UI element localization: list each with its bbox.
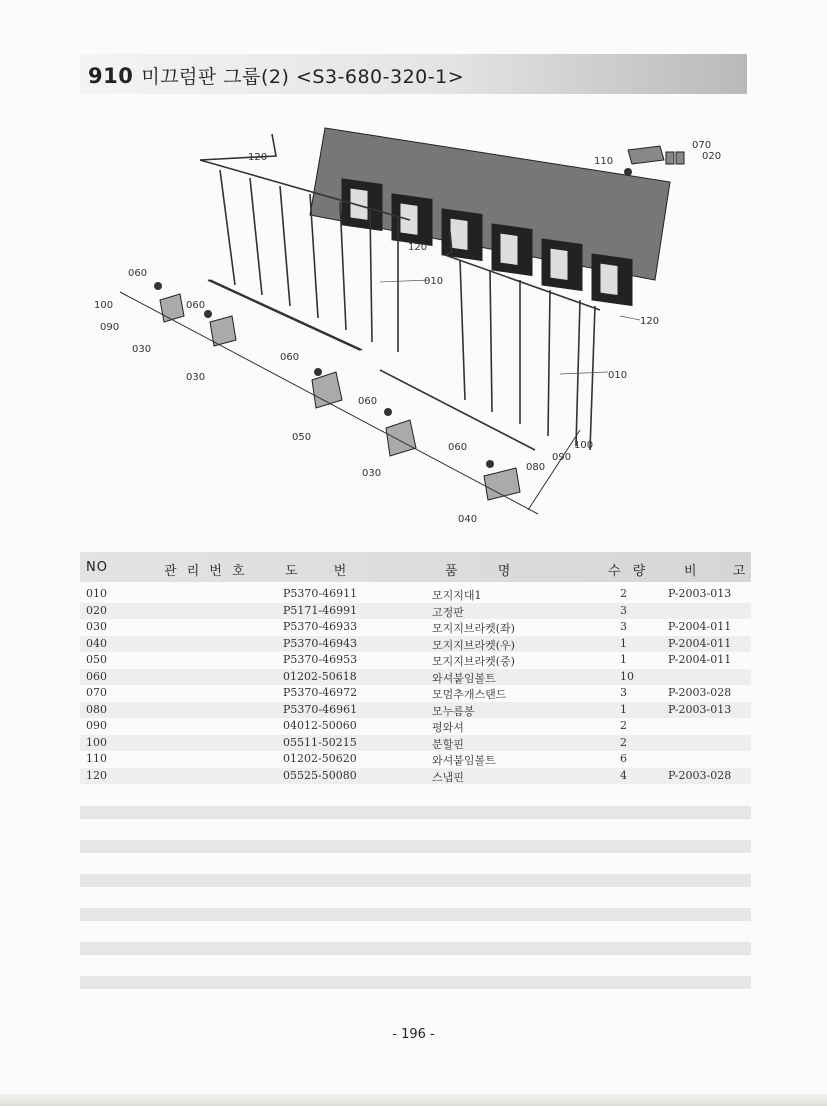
- callout-020: 020: [702, 151, 722, 162]
- row-drawing-no: P5370-46972: [283, 686, 358, 699]
- row-no: 090: [86, 719, 107, 732]
- row-drawing-no: 01202-50620: [283, 752, 357, 765]
- row-drawing-no: 01202-50618: [283, 669, 357, 683]
- callout-100-left: 100: [94, 300, 114, 311]
- row-drawing-no: 05525-50080: [283, 768, 357, 782]
- row-part-name: 모지지브라켓(좌): [432, 622, 515, 635]
- table-blank-band: [80, 908, 751, 921]
- callout-060-c: 060: [280, 352, 300, 363]
- callout-060-b: 060: [186, 300, 206, 311]
- callout-070: 070: [692, 140, 712, 151]
- row-no: 010: [86, 587, 107, 600]
- row-part-name: 와셔붙임볼트: [432, 671, 496, 685]
- callout-060-a: 060: [128, 268, 148, 279]
- table-blank-band: [80, 976, 751, 989]
- row-quantity: 6: [620, 752, 627, 765]
- row-drawing-no: P5370-46933: [283, 620, 358, 633]
- row-drawing-no: P5370-46911: [283, 587, 358, 600]
- parts-table-header: [80, 552, 751, 582]
- row-quantity: 1: [620, 636, 627, 650]
- holding-rod: [120, 292, 538, 514]
- brackets: [160, 294, 520, 500]
- row-no: 100: [86, 735, 107, 749]
- table-blank-band: [80, 874, 751, 887]
- row-quantity: 4: [620, 768, 627, 782]
- table-row: [80, 586, 751, 603]
- callout-050: 050: [292, 432, 312, 443]
- row-quantity: 3: [620, 603, 627, 617]
- callout-060-e: 060: [448, 442, 468, 453]
- row-drawing-no: 04012-50060: [283, 719, 357, 732]
- callout-060-d: 060: [358, 396, 378, 407]
- table-row: [80, 685, 751, 702]
- table-blank-band: [80, 840, 751, 853]
- row-part-name: 모지지브라켓(중): [432, 655, 515, 668]
- header-drawing-no: 도 번: [285, 564, 348, 579]
- callout-010-left: 010: [424, 276, 444, 287]
- header-quantity: 수 량: [608, 564, 647, 579]
- scan-edge: [0, 1094, 827, 1106]
- callout-080: 080: [526, 462, 546, 473]
- row-drawing-no: P5370-46943: [283, 636, 358, 650]
- row-no: 080: [86, 702, 107, 716]
- row-part-name: 분할핀: [432, 737, 464, 751]
- row-no: 060: [86, 669, 107, 683]
- exploded-parts-diagram: [80, 110, 747, 540]
- table-row: [80, 619, 751, 636]
- row-quantity: 1: [620, 653, 627, 666]
- table-row: [80, 702, 751, 719]
- row-part-name: 고정판: [432, 605, 464, 619]
- callout-090-left: 090: [100, 322, 120, 333]
- group-number: 910: [88, 64, 134, 88]
- row-remarks: P-2003-028: [668, 768, 732, 782]
- diagram-svg: [80, 110, 747, 540]
- table-blank-band: [80, 806, 751, 819]
- table-row: [80, 768, 751, 785]
- callout-110: 110: [594, 156, 614, 167]
- callout-090-right: 090: [552, 452, 572, 463]
- row-quantity: 2: [620, 719, 627, 732]
- callout-120-mid: 120: [408, 242, 428, 253]
- row-no: 070: [86, 686, 107, 699]
- row-remarks: P-2004-011: [668, 653, 732, 666]
- row-quantity: 2: [620, 587, 627, 600]
- table-row: [80, 636, 751, 653]
- row-quantity: 3: [620, 686, 627, 699]
- row-quantity: 1: [620, 702, 627, 716]
- callout-100-right: 100: [574, 440, 594, 451]
- table-row: [80, 751, 751, 768]
- table-row: [80, 718, 751, 735]
- callout-030-b: 030: [186, 372, 206, 383]
- row-part-name: 스냅핀: [432, 770, 464, 784]
- row-quantity: 10: [620, 669, 634, 683]
- table-row: [80, 669, 751, 686]
- row-drawing-no: P5370-46953: [283, 653, 358, 666]
- row-part-name: 모지지브라켓(우): [432, 638, 515, 652]
- row-no: 120: [86, 768, 107, 782]
- row-part-name: 평와셔: [432, 721, 464, 734]
- row-remarks: P-2004-011: [668, 636, 732, 650]
- row-no: 040: [86, 636, 107, 650]
- row-remarks: P-2004-011: [668, 620, 732, 633]
- row-no: 110: [86, 752, 107, 765]
- row-remarks: P-2003-013: [668, 587, 732, 600]
- callout-120-top: 120: [248, 152, 268, 163]
- row-drawing-no: 05511-50215: [283, 735, 357, 749]
- row-part-name: 와셔붙임볼트: [432, 754, 496, 767]
- header-part-name: 품 명: [445, 564, 512, 579]
- row-drawing-no: P5171-46991: [283, 603, 358, 617]
- table-row: [80, 603, 751, 620]
- row-no: 020: [86, 603, 107, 617]
- header-no: NO: [86, 560, 108, 575]
- table-blank-band: [80, 942, 751, 955]
- page-number: - 196 -: [392, 1027, 435, 1042]
- row-part-name: 모누름봉: [432, 704, 475, 718]
- callout-010-right: 010: [608, 370, 628, 381]
- page-title: [88, 62, 464, 89]
- table-row: [80, 735, 751, 752]
- row-no: 030: [86, 620, 107, 633]
- row-quantity: 2: [620, 735, 627, 749]
- row-remarks: P-2003-013: [668, 702, 732, 716]
- row-no: 050: [86, 653, 107, 666]
- table-row: [80, 652, 751, 669]
- header-remarks: 비 고: [684, 564, 747, 579]
- callout-040: 040: [458, 514, 478, 525]
- parts-table-body: [80, 586, 751, 784]
- row-part-name: 모멈추개스탠드: [432, 688, 507, 701]
- row-part-name: 모지지대1: [432, 589, 482, 602]
- callout-120-right: 120: [640, 316, 660, 327]
- stand-bracket: [628, 146, 684, 164]
- header-management-no: 관 리 번 호: [164, 564, 246, 579]
- row-quantity: 3: [620, 620, 627, 633]
- group-title: 미끄럼판 그룹(2) <S3-680-320-1>: [141, 66, 465, 88]
- row-remarks: P-2003-028: [668, 686, 732, 699]
- callout-030-c: 030: [362, 468, 382, 479]
- callout-030-a: 030: [132, 344, 152, 355]
- row-drawing-no: P5370-46961: [283, 702, 358, 716]
